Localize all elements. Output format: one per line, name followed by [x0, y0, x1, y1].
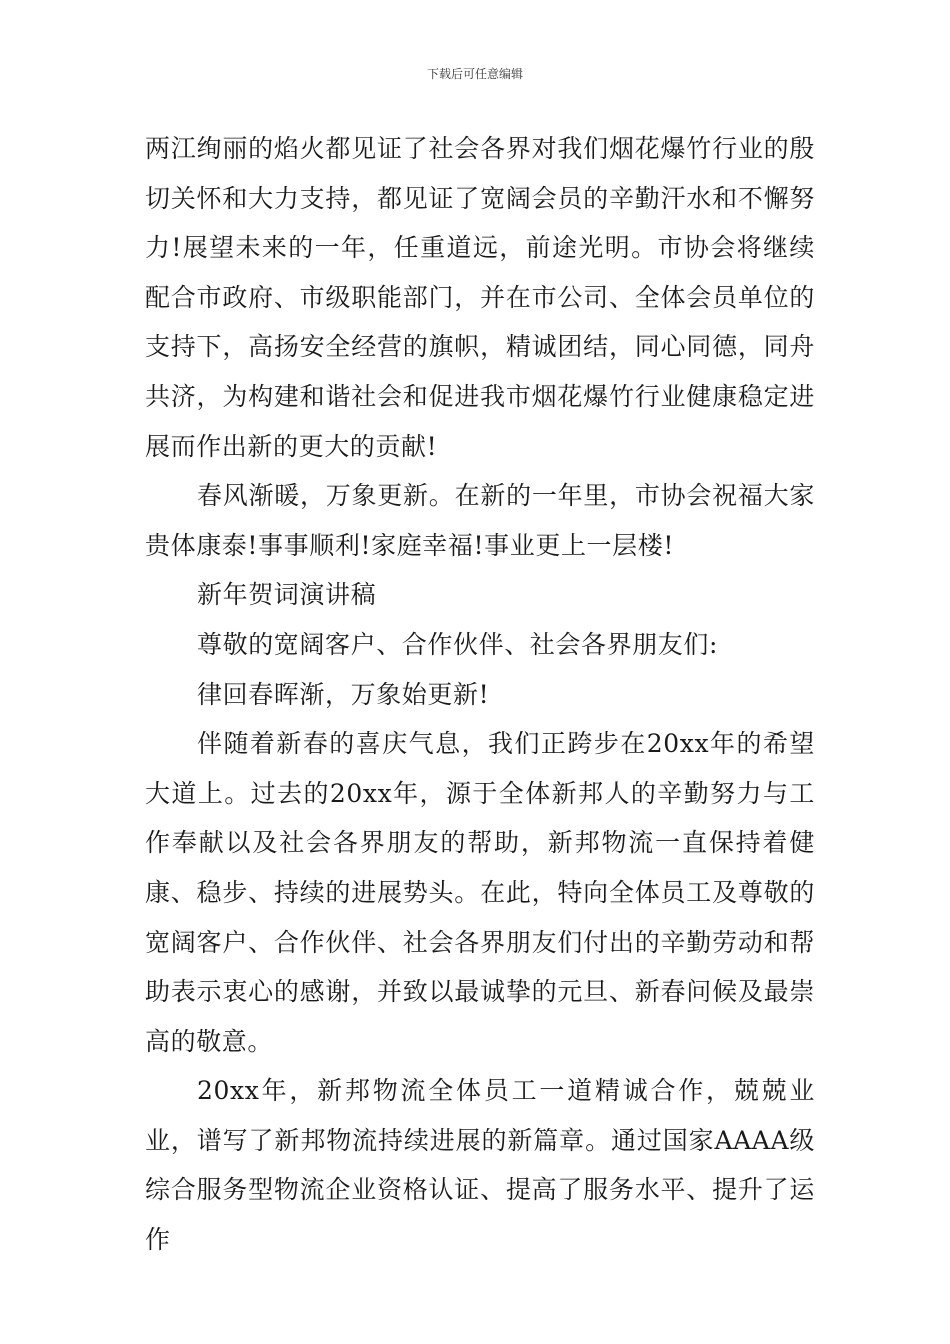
section-title: 新年贺词演讲稿 — [197, 580, 377, 610]
salutation: 尊敬的宽阔客户、合作伙伴、社会各界朋友们: — [197, 629, 719, 659]
document-body — [145, 124, 815, 1265]
paragraph-achievements: 20xx年，新邦物流全体员工一道精诚合作，兢兢业业，谱写了新邦物流持续进展的新篇章。通过国家AAAA级综合服务型物流企业资格认证、提高了服务水平、提升了运作 — [145, 1076, 815, 1255]
opening-line: 律回春晖渐，万象始更新! — [197, 679, 490, 709]
page-header-note: 下载后可任意编辑 — [426, 67, 523, 81]
paragraph-continuation: 两江绚丽的焰火都见证了社会各界对我们烟花爆竹行业的殷切关怀和大力支持，都见证了宽阔会员的辛勤汗水和不懈努力!展望未来的一年，任重道远，前途光明。市协会将继续配合市政府、市级职能部门，并在市公司、全体会员单位的支持下，高扬安全经营的旗帜，精诚团结，同心同德，同舟共济，为构建和谐社会和促进我市烟花爆竹行业健康稳定进展而作出新的更大的贡献! — [145, 134, 815, 461]
paragraph-blessing: 春风渐暖，万象更新。在新的一年里，市协会祝福大家贵体康泰!事事顺利!家庭幸福!事业更上一层楼! — [145, 481, 815, 560]
paragraph-thanks: 伴随着新春的喜庆气息，我们正跨步在20xx年的希望大道上。过去的20xx年，源于全体新邦人的辛勤努力与工作奉献以及社会各界朋友的帮助，新邦物流一直保持着健康、稳步、持续的进展势头。在此，特向全体员工及尊敬的宽阔客户、合作伙伴、社会各界朋友们付出的辛勤劳动和帮助表示衷心的感谢，并致以最诚挚的元旦、新春问候及最崇高的敬意。 — [145, 729, 815, 1056]
